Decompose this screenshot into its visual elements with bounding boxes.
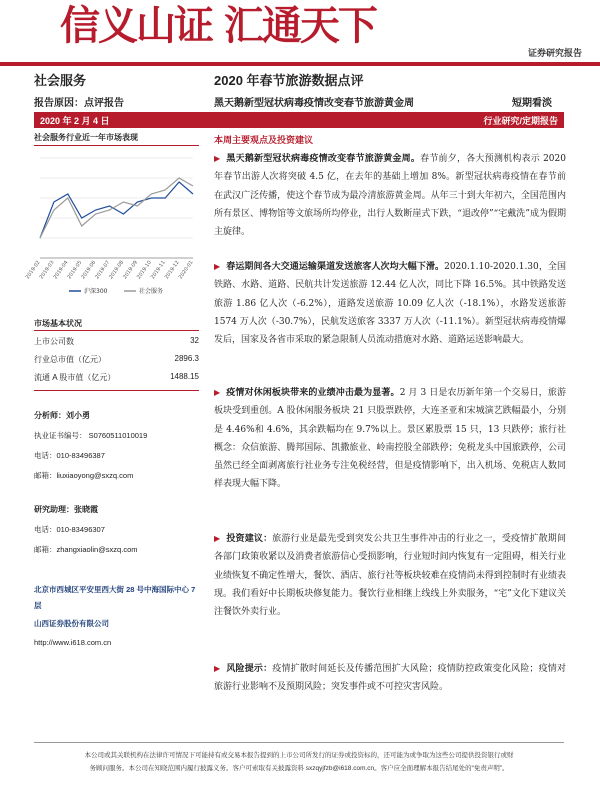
stat-label: 流通 A 股市值（亿元） <box>34 373 116 382</box>
analyst-phone: 电话：010-83496387 <box>34 451 105 460</box>
bullet-icon: ▶ <box>214 664 221 673</box>
p2-lead: 春运期间各大交通运输渠道发送旅客人次均大幅下滑。 <box>226 262 445 272</box>
report-date: 2020 年 2 月 4 日 <box>40 116 110 126</box>
legend-label: 社会服务 <box>139 288 164 295</box>
rating: 短期看淡 <box>512 98 552 109</box>
sidebar <box>24 132 199 647</box>
report-subtitle: 黑天鹅新型冠状病毒疫情改变春节旅游黄金周 <box>214 98 414 109</box>
top-divider <box>0 62 600 66</box>
report-title: 2020 年春节旅游数据点评 <box>214 73 364 88</box>
p1-body: 春节前夕，各大预测机构表示 2020 年春节出游人次将突破 4.5 亿，在去年的基础上增加 8%。新型冠状病毒疫情在春节前在武汉广泛传播，使这个春节成为最冷清旅游黄金周。从年三十到大年初六，全国范围内所有景区、博物馆等文旅场所均停业，出行人数断崖式下跌，“退改停”“宅戴洗”成为假期主旋律。 <box>214 154 566 238</box>
stat-value: 1488.15 <box>170 372 199 381</box>
p2-body: 2020.1.10-2020.1.30，全国铁路、水路、道路、民航共计发送旅游 12.44 亿人次，同比下降 16.5%。其中铁路发送旅游 1.86 亿人次（-6.2%），道路发送旅游 10.09 亿人次（-18.1%），水路发送旅游 1574 万人次（-30.7%），民航发送旅客 3337 万人次（-11.1%）。新型冠状病毒疫情爆发后，国家及各省市采取的紧急限制人员流动措施对水路、道路运送影响最大。 <box>214 262 566 346</box>
x-tick-label: 2019-03 <box>38 259 56 281</box>
brand-slogan: 信义山证 汇通天下 <box>60 2 376 49</box>
x-tick-label: 2019-05 <box>66 259 84 281</box>
office-address: 北京市西城区平安里西大街 28 号中海国际中心 7 层 <box>34 585 196 610</box>
x-tick-label: 2019-11 <box>149 259 167 281</box>
x-tick-label: 2019-09 <box>122 259 140 281</box>
x-tick-label: 2019-08 <box>108 259 126 281</box>
x-tick-label: 2019-02 <box>24 259 42 281</box>
x-tick-label: 2020-01 <box>177 259 195 281</box>
stat-label: 上市公司数 <box>34 337 74 346</box>
date-band <box>34 112 564 128</box>
x-tick-label: 2019-12 <box>163 259 181 281</box>
paragraph-1 <box>214 150 566 241</box>
bullet-icon: ▶ <box>214 534 221 543</box>
disclaimer-footer <box>34 742 564 775</box>
series-line-1 <box>40 178 193 238</box>
p4-lead: 投资建议： <box>226 534 273 544</box>
chart-rule <box>34 145 199 146</box>
assistant-email[interactable]: 邮箱：zhangxiaolin@sxzq.com <box>34 545 138 554</box>
stat-label: 行业总市值（亿元） <box>34 355 106 364</box>
market-title: 市场基本状况 <box>34 319 82 328</box>
assistant-phone: 电话：010-83496307 <box>34 525 105 534</box>
company-name: 山西证券股份有限公司 <box>34 619 109 628</box>
bullet-icon: ▶ <box>214 154 221 163</box>
x-tick-label: 2019-04 <box>52 259 70 281</box>
analyst-cert: 执业证书编号： S0760511010019 <box>34 431 148 440</box>
company-url[interactable]: http://www.i618.com.cn <box>34 638 112 647</box>
assistant-name: 研究助理：张晓霞 <box>34 505 98 514</box>
stat-row <box>34 372 199 386</box>
industry-label: 社会服务 <box>34 73 87 88</box>
disclaimer-line: 本公司或其关联机构在法律许可情况下可能持有或交易本报告提到的上市公司所发行的证券或投资标的，还可能为或争取为这些公司提供投资银行或财 <box>84 752 514 759</box>
bullet-icon: ▶ <box>214 388 221 397</box>
analyst-name: 分析师：刘小勇 <box>34 411 90 420</box>
paragraph-5 <box>214 660 566 697</box>
paragraph-4 <box>214 530 566 621</box>
disclaimer-line: 务顾问服务。本公司在知晓范围内履行披露义务。客户可索取有关披露资料 sxzqyjfzb@i618.com.cn。客户应全面理解本报告结尾处的“免责声明”。 <box>89 765 509 772</box>
performance-chart <box>24 150 199 300</box>
p5-body: 疫情扩散时间延长及传播范围扩大风险；疫情防控政策变化风险；疫情对旅游行业影响不及预期风险；突发事件或不可控灾害风险。 <box>214 664 566 693</box>
stat-rule <box>34 390 199 391</box>
brand-banner <box>0 0 600 60</box>
analyst-email[interactable]: 邮箱：liuxiaoyong@sxzq.com <box>34 471 134 480</box>
report-reason: 报告原因：点评报告 <box>34 98 124 109</box>
x-tick-label: 2019-10 <box>136 259 153 281</box>
research-tag: 证券研究报告 <box>527 48 582 58</box>
stat-row <box>34 354 199 368</box>
report-type: 行业研究/定期报告 <box>483 116 558 126</box>
legend-label: 沪深300 <box>84 288 108 295</box>
stat-row <box>34 336 199 350</box>
bullet-icon: ▶ <box>214 262 221 271</box>
x-tick-label: 2019-07 <box>94 259 112 281</box>
paragraph-2 <box>214 258 566 349</box>
section-title: 本周主要观点及投资建议 <box>214 135 314 145</box>
p3-lead: 疫情对休闲板块带来的业绩冲击最为显著。 <box>226 388 400 398</box>
series-line-0 <box>40 182 193 238</box>
paragraph-3 <box>214 384 566 494</box>
market-rule <box>34 330 199 331</box>
p1-lead: 黑天鹅新型冠状病毒疫情改变春节旅游黄金周。 <box>226 154 421 164</box>
p3-body: 2 月 3 日是农历新年第一个交易日，旅游板块受到重创。A 股休闲服务板块 21 只股票跌停，大连圣亚和宋城演艺跌幅最小，分别是 4.46%和 4.6%，其余跌幅均在 9.7%以上。景区累股票 15 只，13 只跌停；旅行社概念：众信旅游、腾邦国际、凯撒旅业、岭南控股全部跌停；免税龙头中国旅跌停，公司虽然已经全面剥离旅行社业务专注免税经营，但是疫情影响下，出入机场、免税店人数同样表现大幅下降。 <box>214 388 566 490</box>
p5-lead: 风险提示： <box>226 664 273 674</box>
x-tick-label: 2019-06 <box>80 259 98 281</box>
p4-body: 旅游行业是最先受到突发公共卫生事件冲击的行业之一，受疫情扩散期间各部门政策收紧以及消费者旅游信心受损影响，行业短时间内恢复有一定阻碍，相关行业业绩恢复不确定性增大，餐饮、酒店、旅行社等板块较难在疫情尚未得到控制时有业绩表现。我们看好中长期板块修复能力。餐饮行业相继上线线上外卖服务，“宅”文化下建议关注餐饮外卖行业。 <box>214 534 566 618</box>
stat-value: 2896.3 <box>174 354 199 363</box>
stat-value: 32 <box>190 336 199 345</box>
chart-title: 社会服务行业近一年市场表现 <box>34 133 138 142</box>
